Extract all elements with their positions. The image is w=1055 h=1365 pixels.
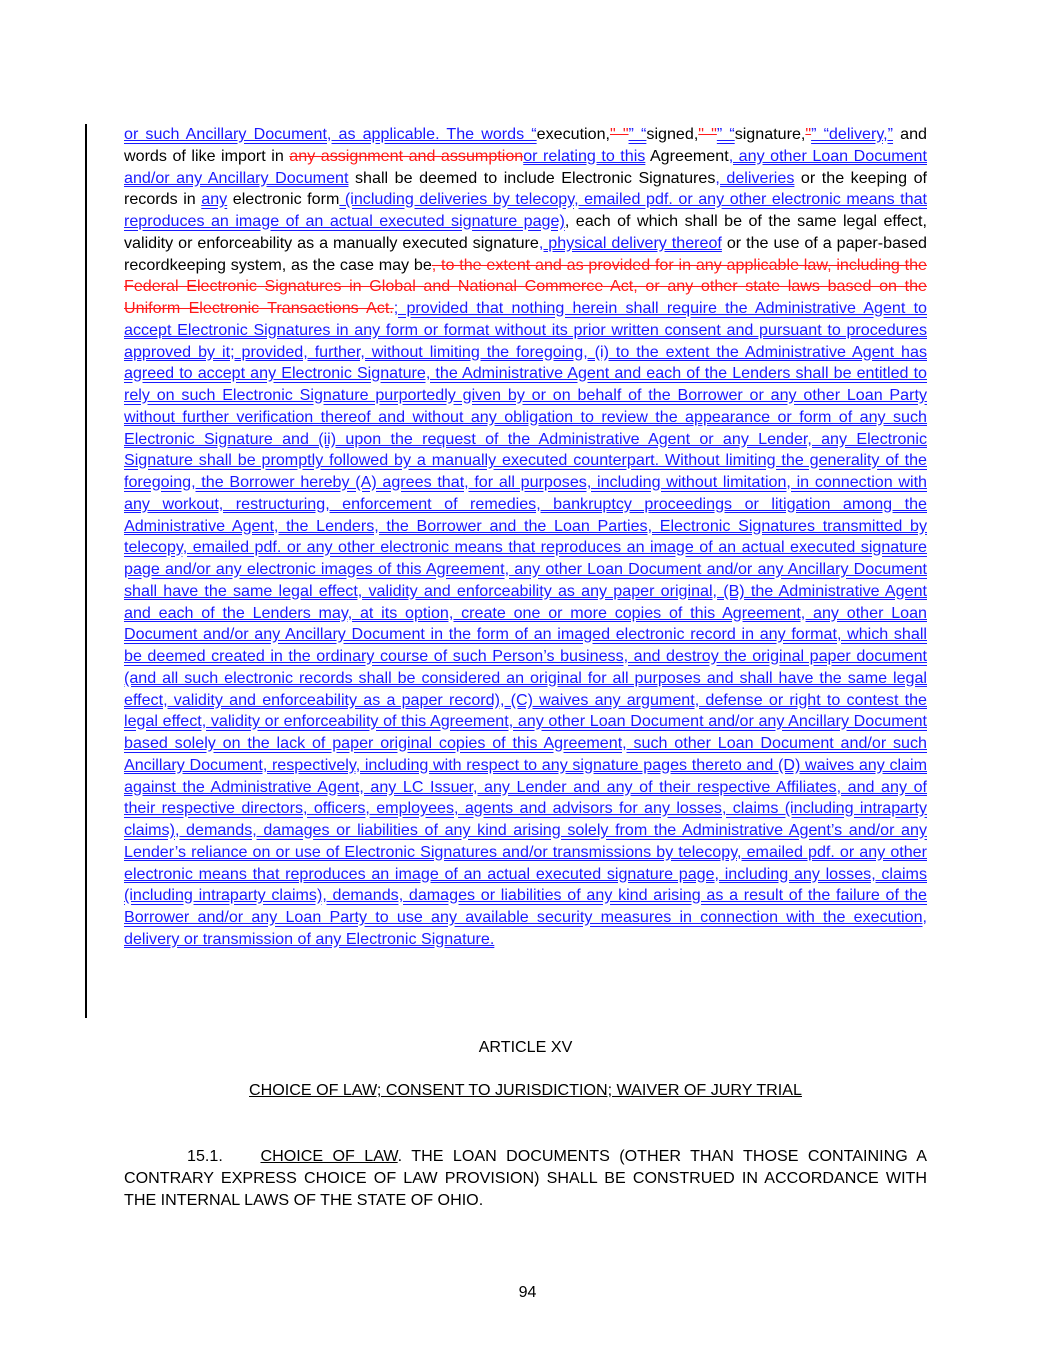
section-heading: CHOICE OF LAW [260, 1147, 398, 1165]
inserted-text: ” “ [628, 125, 647, 143]
original-text: signed, [646, 125, 699, 143]
inserted-text: ; provided that nothing herein shall require the Administrative Agent to accept Electronic Signatures in any form or format without its prior written consent and pursuant to procedures approved by it; provided, further, without limiting the foregoing, (i) to the extent the Administrative Agent has agreed to accept any Electronic Signature, the Administrative Agent and each of the Lenders shall be entitled to rely on such Electronic Signature purportedly given by or on behalf of the Borrower or any other Loan Party without further verification thereof and without any obligation to review the appearance or form of any such Electronic Signature and (ii) upon the request of the Administrative Agent or any Lender, any Electronic Signature shall be promptly followed by a manually executed counterpart. Without limiting the generality of the foregoing, the Borrower hereby (A) agrees that, for all purposes, including without limitation, in connection with any workout, restructuring, enforcement of remedies, bankruptcy proceedings or litigation among the Administrative Agent, the Lenders, the Borrower and the Loan Parties, Electronic Signatures transmitted by telecopy, emailed pdf. or any other electronic means that reproduces an image of an actual executed signature page and/or any electronic images of this Agreement, any other Loan Document and/or any Ancillary Document shall have the same legal effect, validity and enforceability as any paper original, (B) the Administrative Agent and each of the Lenders may, at its option, create one or more copies of this Agreement, any other Loan Document and/or any Ancillary Document in the form of an imaged electronic record in any format, which shall be deemed created in the ordinary course of such Person’s business, and destroy the original paper document (and all such electronic records shall be considered an original for all purposes and shall have the same legal effect, validity and enforceability as a paper record), (C) waives any argument, defense or right to contest the legal effect, validity or enforceability of this Agreement, any other Loan Document and/or any Ancillary Document based solely on the lack of paper original copies of this Agreement, such other Loan Document and/or such Ancillary Document, respectively, including with respect to any signature pages thereto and (D) waives any claim against the Administrative Agent, any LC Issuer, any Lender and any of their respective Affiliates, and any of their respective directors, officers, employees, agents and advisors for any losses, claims (including intraparty claims), demands, damages or liabilities of any kind arising solely from the Administrative Agent’s and/or any Lender’s reliance on or use of Electronic Signatures and/or transmissions by telecopy, emailed pdf. or any other electronic means that reproduces an image of an actual executed signature page, including any losses, claims (including intraparty claims), demands, damages or liabilities of any kind arising as a result of the failure of the Borrower and/or any Loan Party to use any available security measures in connection with the execution, delivery or transmission of any Electronic Signature. [124, 299, 927, 948]
original-text: electronic form [227, 190, 340, 209]
inserted-text: or relating to this [523, 146, 646, 165]
article-title: ARTICLE XV [478, 1038, 573, 1056]
section-text: . THE LOAN DOCUMENTS (OTHER THAN THOSE CONTAINING A CONTRARY EXPRESS CHOICE OF LAW PROVISION) SHALL BE CONSTRUED IN ACCORDANCE WITH THE INTERNAL LAWS OF THE STATE OF OHIO. [124, 1147, 927, 1209]
deleted-text: , to the extent and as provided for in any applicable law, including the Federal Electronic Signatures in Global and National Commerce Act, or any other state laws based on the Uniform Electronic Transactions Act. [124, 255, 927, 317]
deleted-text: " [805, 125, 812, 143]
inserted-text: , any other Loan Document and/or any Ancillary Document [124, 146, 927, 187]
inserted-text: (including deliveries by telecopy, emailed pdf. or any other electronic means that reproduces an image of an actual executed signature page) [124, 190, 927, 230]
revision-change-bar [85, 124, 87, 1018]
page-number: 94 [518, 1284, 537, 1301]
deleted-text: any assignment and assumption [289, 146, 524, 165]
inserted-text: ” “delivery,” [811, 125, 894, 143]
original-text: and words of like import in [124, 125, 927, 165]
section-number: 15.1. [187, 1147, 223, 1165]
section-15-1 [124, 1146, 927, 1211]
inserted-text: ” “ [716, 125, 735, 143]
original-text: , each of which shall be of the same legal effect, validity or enforceability as a manually executed signature [124, 212, 927, 252]
inserted-text: or such Ancillary Document, as applicable. The words “ [124, 125, 537, 143]
original-text: Agreement [645, 146, 729, 165]
body-paragraph [124, 124, 927, 951]
inserted-text: any [201, 190, 228, 209]
inserted-text: , physical delivery thereof [538, 233, 722, 252]
article-subtitle: CHOICE OF LAW; CONSENT TO JURISDICTION; WAIVER OF JURY TRIAL [249, 1081, 802, 1099]
original-text: or the keeping of records in [124, 168, 928, 209]
original-text: execution, [536, 125, 610, 143]
deleted-text: " " [698, 125, 717, 143]
original-text: signature, [734, 125, 806, 143]
original-text: shall be deemed to include Electronic Signatures [348, 168, 716, 187]
deleted-text: " " [610, 125, 629, 143]
inserted-text: , deliveries [715, 168, 795, 187]
original-text: or the use of a paper-based recordkeeping system, as the case may be [124, 233, 927, 274]
